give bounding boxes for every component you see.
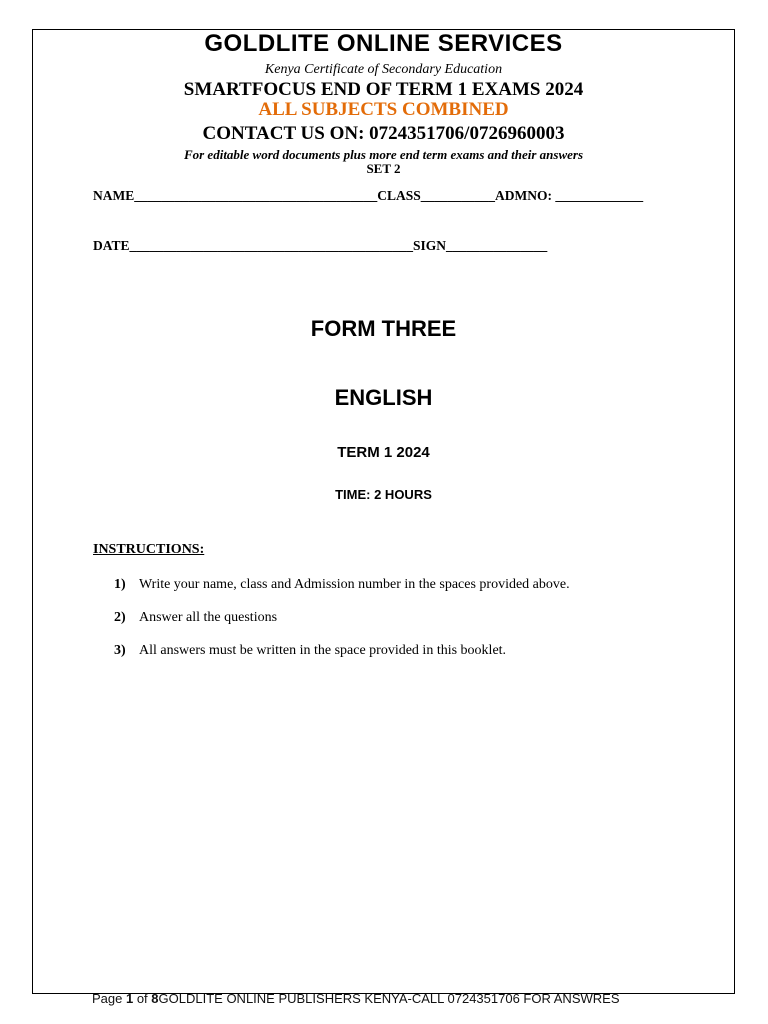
instruction-text: Answer all the questions: [139, 610, 278, 625]
footer-page-separator: of: [133, 991, 152, 1006]
instruction-number: 1): [114, 577, 126, 592]
name-class-admno-field[interactable]: NAME____________________________________CLASS___________ADMNO: _____________: [93, 188, 644, 203]
time-label: TIME: 2 HOURS: [335, 487, 432, 502]
date-sign-field[interactable]: DATE__________________________________________SIGN_______________: [93, 238, 548, 253]
instruction-item: [114, 610, 570, 643]
instructions-list: [114, 577, 570, 676]
instruction-number: 2): [114, 610, 126, 625]
editable-documents-note: For editable word documents plus more end term exams and their answers: [183, 147, 584, 162]
page-footer: [92, 991, 620, 1006]
instruction-item: [114, 643, 570, 676]
exam-title: SMARTFOCUS END OF TERM 1 EXAMS 2024: [183, 79, 584, 100]
term-label: TERM 1 2024: [337, 444, 430, 461]
company-name: GOLDLITE ONLINE SERVICES: [204, 30, 563, 57]
subjects-combined: ALL SUBJECTS COMBINED: [258, 99, 509, 120]
instruction-item: [114, 577, 570, 610]
certificate-line: Kenya Certificate of Secondary Education: [264, 62, 503, 77]
form-title: FORM THREE: [310, 316, 457, 341]
subject-title: ENGLISH: [334, 385, 433, 410]
footer-total-pages: 8: [151, 991, 159, 1006]
instruction-text: Write your name, class and Admission number in the spaces provided above.: [139, 577, 570, 592]
footer-page-prefix: Page: [92, 991, 126, 1006]
footer-current-page: 1: [125, 991, 134, 1006]
instruction-number: 3): [114, 643, 126, 658]
set-label: SET 2: [366, 161, 401, 176]
instructions-heading: INSTRUCTIONS:: [93, 542, 205, 557]
contact-line: CONTACT US ON: 0724351706/0726960003: [202, 123, 565, 144]
footer-publisher-text: GOLDLITE ONLINE PUBLISHERS KENYA-CALL 0724351706 FOR ANSWRES: [158, 991, 620, 1006]
instruction-text: All answers must be written in the space provided in this booklet.: [139, 643, 507, 658]
